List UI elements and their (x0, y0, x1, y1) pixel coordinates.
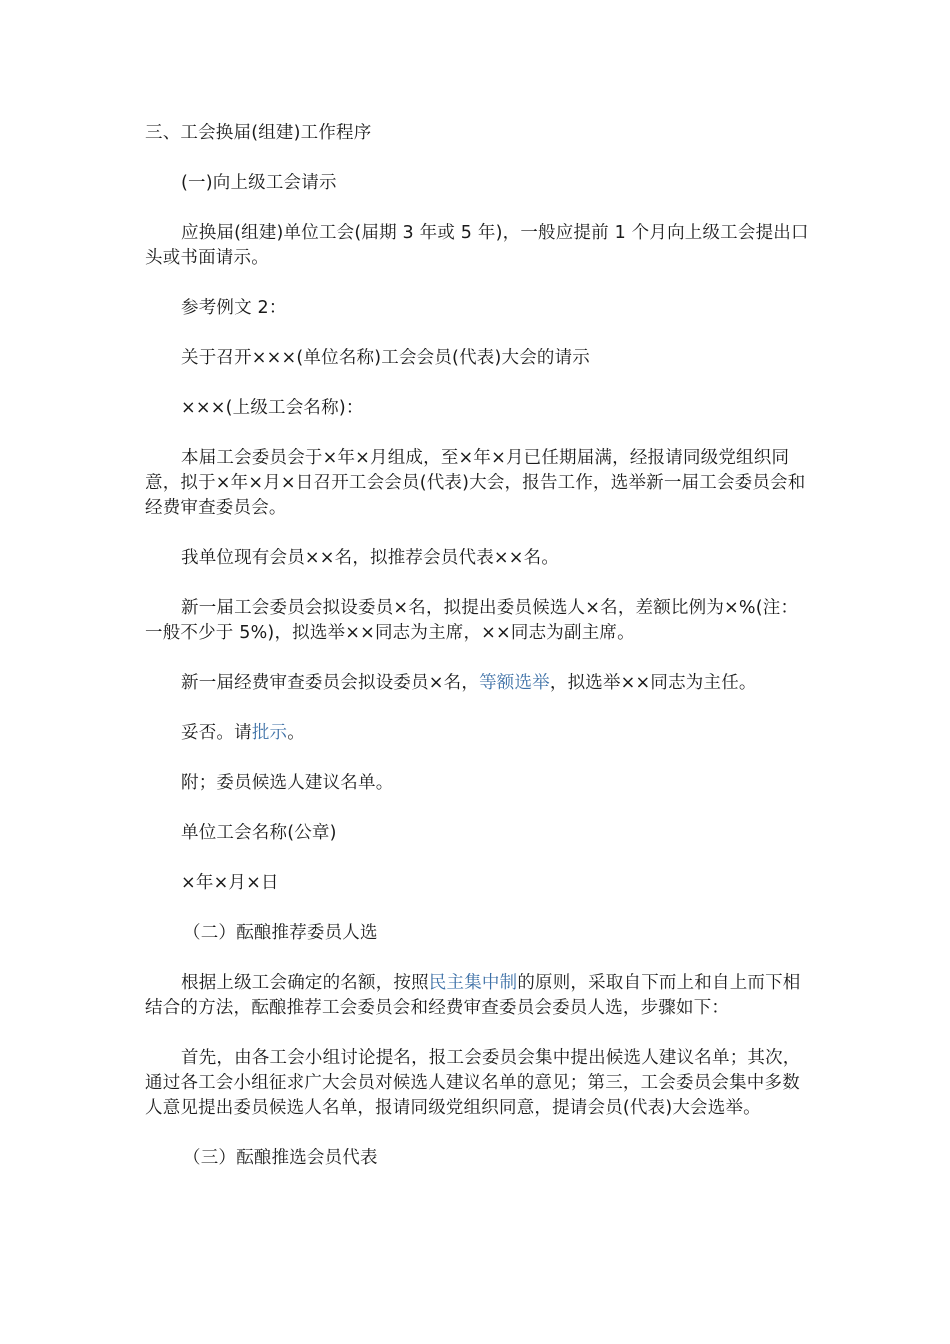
section-heading: 三、工会换届(组建)工作程序 (145, 123, 372, 143)
letter-paragraph-5 (145, 721, 810, 746)
letter-paragraph-3: 新一届工会委员会拟设委员×名，拟提出委员候选人×名，差额比例为×%(注：一般不少于 5%)，拟选举××同志为主席，××同志为副主席。 (145, 598, 799, 643)
letter-title: 关于召开×××(单位名称)工会会员(代表)大会的请示 (181, 348, 590, 368)
step1-body: 应换届(组建)单位工会(届期 3 年或 5 年)，一般应提前 1 个月向上级工会提出口头或书面请示。 (145, 223, 809, 268)
democratic-centralism-link[interactable]: 民主集中制 (428, 973, 518, 993)
letter-date: ×年×月×日 (181, 873, 279, 893)
letter-paragraph-2: 我单位现有会员××名，拟推荐会员代表××名。 (181, 548, 560, 568)
step2-paragraph-1-post: 的原则，采取自下而上和自上而下相结合的方法，酝酿推荐工会委员会和经费审查委员会委员人选，步骤如下： (145, 973, 801, 1018)
document-body (145, 121, 810, 1196)
approval-link[interactable]: 批示 (251, 723, 288, 743)
example-label: 参考例文 2： (181, 298, 287, 318)
attachment-note: 附；委员候选人建议名单。 (181, 773, 394, 793)
letter-paragraph-1: 本届工会委员会于×年×月组成，至×年×月已任期届满，经报请同级党组织同意，拟于×年×月×日召开工会会员(代表)大会，报告工作，选举新一届工会委员会和经费审查委员会。 (145, 448, 806, 518)
step1-title: (一)向上级工会请示 (181, 173, 337, 193)
letter-paragraph-4 (145, 671, 810, 696)
step2-title: （二）酝酿推荐委员人选 (183, 923, 378, 943)
letter-paragraph-4-pre: 新一届经费审查委员会拟设委员×名， (181, 673, 480, 693)
signature: 单位工会名称(公章) (181, 823, 337, 843)
letter-salutation: ×××(上级工会名称)： (181, 398, 364, 418)
equal-election-link[interactable]: 等额选举 (479, 673, 550, 693)
letter-paragraph-5-post: 。 (287, 723, 305, 743)
letter-paragraph-5-pre: 妥否。请 (181, 723, 252, 743)
step2-paragraph-1 (145, 971, 810, 1021)
step3-title: （三）酝酿推选会员代表 (183, 1148, 378, 1168)
letter-paragraph-4-post: ，拟选举××同志为主任。 (549, 673, 757, 693)
step2-paragraph-1-pre: 根据上级工会确定的名额，按照 (181, 973, 429, 993)
step2-paragraph-2: 首先，由各工会小组讨论提名，报工会委员会集中提出候选人建议名单；其次，通过各工会小组征求广大会员对候选人建议名单的意见；第三，工会委员会集中多数人意见提出委员候选人名单，报请同级党组织同意，提请会员(代表)大会选举。 (145, 1048, 801, 1118)
